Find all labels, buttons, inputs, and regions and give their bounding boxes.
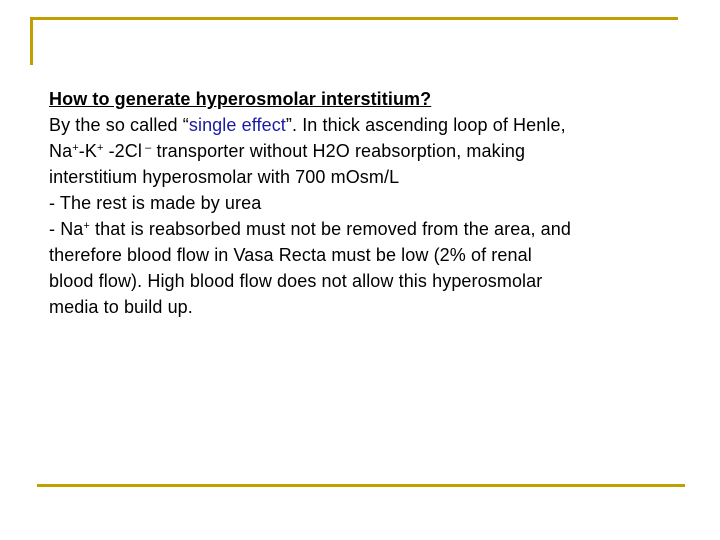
body-line-3: interstitium hyperosmolar with 700 mOsm/L — [49, 167, 400, 187]
potassium-symbol: -K — [78, 141, 97, 161]
frame-bottom-rule — [37, 484, 685, 487]
body-line-2 — [49, 138, 699, 164]
sodium-symbol: Na — [49, 141, 73, 161]
text-fragment: - Na — [49, 219, 84, 239]
body-line-8: media to build up. — [49, 297, 193, 317]
slide-heading: How to generate hyperosmolar interstitium? — [49, 89, 432, 109]
frame-top-rule — [30, 17, 678, 20]
text-fragment: transporter without H2O reabsorption, making — [151, 141, 526, 161]
text-fragment: that is reabsorbed must not be removed from the area, and — [89, 219, 571, 239]
text-fragment: By the so called “ — [49, 115, 189, 135]
body-line-6: therefore blood flow in Vasa Recta must be low (2% of renal — [49, 245, 532, 265]
potassium-charge: + — [96, 142, 104, 154]
sodium-charge: + — [72, 142, 79, 154]
frame-left-rule — [30, 17, 33, 65]
body-line-7: blood flow). High blood flow does not allow this hyperosmolar — [49, 271, 543, 291]
chloride-symbol: -2Cl — [103, 141, 142, 161]
chloride-charge: – — [142, 142, 152, 154]
text-fragment: ”. In thick ascending loop of Henle, — [285, 115, 566, 135]
body-line-4: - The rest is made by urea — [49, 193, 262, 213]
sodium-charge: + — [83, 220, 90, 232]
single-effect-term: single effect — [188, 115, 286, 135]
slide-body — [49, 86, 699, 320]
body-line-1 — [49, 112, 699, 138]
body-line-5 — [49, 216, 699, 242]
